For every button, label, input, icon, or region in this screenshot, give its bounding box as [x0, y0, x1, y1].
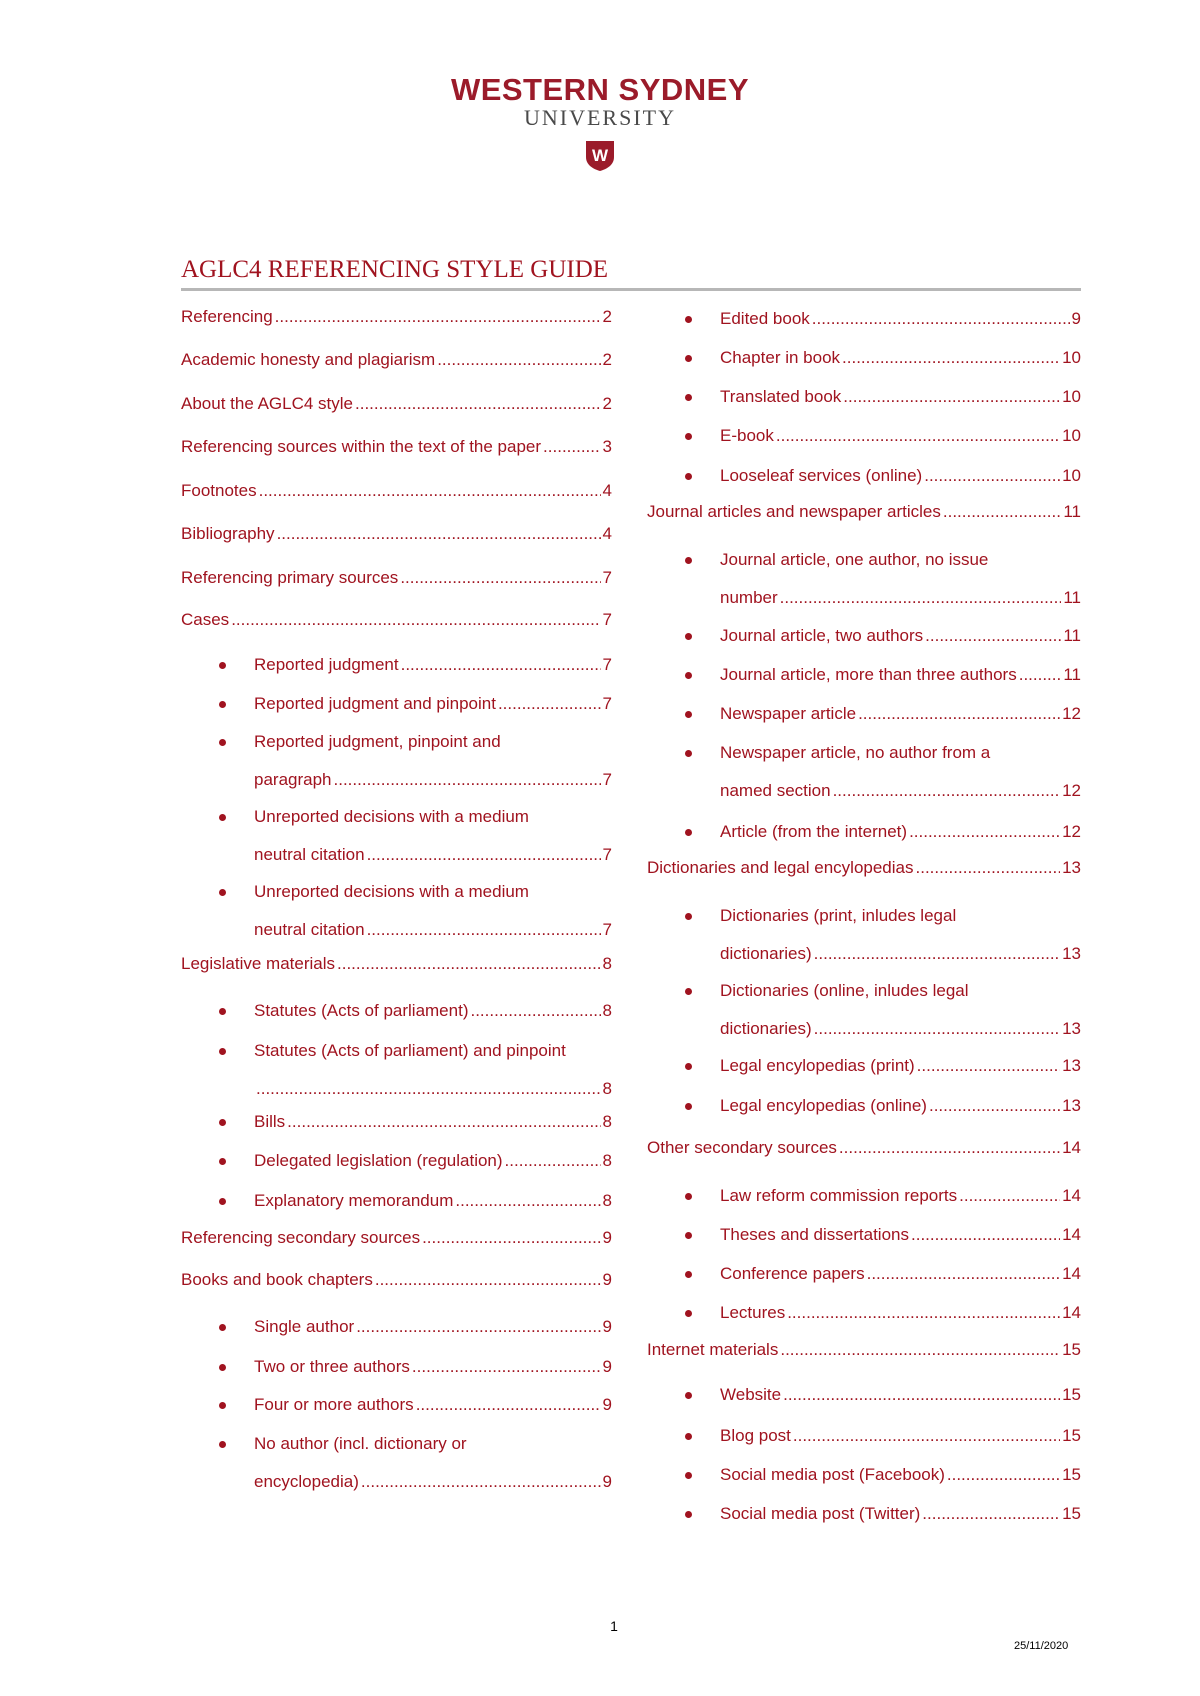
toc-entry-label-line1: Journal article, one author, no issue	[720, 550, 989, 569]
bullet-icon	[685, 1103, 692, 1110]
toc-entry[interactable]	[647, 821, 1081, 842]
dot-leader	[922, 1503, 1060, 1524]
toc-page-number: 9	[602, 1317, 612, 1336]
bullet-icon	[685, 1511, 692, 1518]
dot-leader	[498, 693, 601, 714]
toc-entry[interactable]	[181, 654, 612, 675]
toc-entry[interactable]	[181, 731, 612, 790]
dot-leader	[943, 501, 1061, 522]
toc-page-number: 14	[1062, 1225, 1081, 1244]
toc-page-number: 11	[1063, 626, 1081, 645]
dot-leader	[924, 465, 1060, 486]
page-number: 1	[610, 1618, 618, 1634]
bullet-icon	[219, 739, 226, 746]
dot-leader	[959, 1185, 1060, 1206]
toc-page-number: 12	[1062, 704, 1081, 723]
toc-entry[interactable]	[647, 501, 1081, 522]
dot-leader	[783, 1384, 1060, 1405]
toc-page-number: 8	[602, 1079, 612, 1098]
toc-page-number: 10	[1062, 426, 1081, 445]
bullet-icon	[685, 1063, 692, 1070]
toc-page-number: 2	[602, 350, 612, 369]
bullet-icon	[219, 701, 226, 708]
toc-entry[interactable]	[181, 609, 612, 630]
toc-entry-label: Journal articles and newspaper articles	[647, 502, 941, 521]
toc-entry-label: Bibliography	[181, 524, 275, 543]
toc-entry-label: encyclopedia)	[254, 1472, 359, 1491]
toc-entry-label: Other secondary sources	[647, 1138, 837, 1157]
toc-entry-label-line1: Dictionaries (online, inludes legal	[720, 981, 969, 1000]
bullet-icon	[219, 1402, 226, 1409]
toc-page-number: 2	[602, 307, 612, 326]
toc-entry[interactable]	[647, 905, 1081, 964]
dot-leader	[776, 425, 1060, 446]
dot-leader	[422, 1227, 600, 1248]
toc-entry[interactable]	[181, 567, 612, 588]
toc-entry[interactable]	[181, 436, 612, 457]
toc-entry-label: Bills	[254, 1112, 286, 1131]
university-logo	[0, 74, 1200, 177]
toc-page-number: 9	[1071, 309, 1081, 328]
dot-leader	[337, 953, 601, 974]
footer-date: 25/11/2020	[1014, 1640, 1069, 1652]
toc-entry[interactable]	[181, 1150, 612, 1171]
dot-leader	[401, 654, 601, 675]
dot-leader	[929, 1095, 1060, 1116]
svg-text:W: W	[591, 146, 609, 165]
toc-entry[interactable]	[181, 523, 612, 544]
logo-wordmark-line1: WESTERN SYDNEY	[450, 72, 750, 107]
dot-leader	[839, 1137, 1060, 1158]
toc-entry[interactable]	[647, 1503, 1081, 1524]
toc-entry-label-line1: No author (incl. dictionary or	[254, 1434, 467, 1453]
toc-entry[interactable]	[647, 1185, 1081, 1206]
toc-entry[interactable]	[181, 1040, 612, 1099]
bullet-icon	[685, 1193, 692, 1200]
toc-page-number: 7	[602, 694, 612, 713]
toc-entry[interactable]	[181, 393, 612, 414]
toc-entry[interactable]	[647, 347, 1081, 368]
dot-leader	[947, 1464, 1060, 1485]
dot-leader	[911, 1224, 1060, 1245]
dot-leader	[259, 480, 601, 501]
toc-entry[interactable]	[647, 857, 1081, 878]
bullet-icon	[219, 814, 226, 821]
toc-page-number: 7	[602, 610, 612, 629]
toc-entry-label: Legislative materials	[181, 954, 336, 973]
toc-entry-label: dictionaries)	[720, 1019, 812, 1038]
dot-leader	[361, 1471, 601, 1492]
bullet-icon	[685, 913, 692, 920]
bullet-icon	[685, 633, 692, 640]
toc-page-number: 10	[1062, 387, 1081, 406]
dot-leader	[858, 703, 1060, 724]
toc-page-number: 8	[602, 1191, 612, 1210]
toc-entry[interactable]	[647, 625, 1081, 646]
dot-leader	[917, 1055, 1060, 1076]
document-title: AGLC4 REFERENCING STYLE GUIDE	[181, 256, 609, 283]
toc-entry[interactable]	[647, 1425, 1081, 1446]
toc-page-number: 9	[602, 1395, 612, 1414]
toc-entry-label: Two or three authors	[254, 1357, 410, 1376]
dot-leader	[780, 1339, 1060, 1360]
toc-entry[interactable]	[181, 953, 612, 974]
toc-entry[interactable]	[181, 693, 612, 714]
toc-entry[interactable]	[181, 349, 612, 370]
toc-entry[interactable]	[647, 664, 1081, 685]
dot-leader	[437, 349, 600, 370]
dot-leader	[916, 857, 1061, 878]
toc-page-number: 9	[602, 1357, 612, 1376]
toc-entry-label: Blog post	[720, 1426, 791, 1445]
dot-leader	[505, 1150, 601, 1171]
toc-entry-label: Conference papers	[720, 1264, 865, 1283]
toc-page-number: 2	[602, 394, 612, 413]
toc-entry-label: Legal encylopedias (print)	[720, 1056, 915, 1075]
toc-page-number: 14	[1062, 1186, 1081, 1205]
dot-leader	[400, 567, 600, 588]
toc-page-number: 12	[1062, 781, 1081, 800]
bullet-icon	[685, 672, 692, 679]
toc-entry[interactable]	[181, 306, 612, 327]
toc-page-number: 9	[602, 1472, 612, 1491]
toc-page-number: 9	[602, 1228, 612, 1247]
bullet-icon	[685, 988, 692, 995]
dot-leader	[334, 769, 601, 790]
bullet-icon	[219, 1119, 226, 1126]
dot-leader	[812, 308, 1070, 329]
toc-page-number: 3	[602, 437, 612, 456]
dot-leader	[256, 1078, 601, 1099]
toc-entry-label: neutral citation	[254, 920, 365, 939]
toc-entry[interactable]	[647, 742, 1081, 801]
toc-entry[interactable]	[647, 1339, 1081, 1360]
toc-entry-label: Edited book	[720, 309, 810, 328]
toc-entry[interactable]	[181, 1190, 612, 1211]
toc-entry-label-line1: Newspaper article, no author from a	[720, 743, 991, 762]
toc-entry-label: About the AGLC4 style	[181, 394, 353, 413]
bullet-icon	[219, 1441, 226, 1448]
bullet-icon	[685, 1310, 692, 1317]
dot-leader	[277, 523, 601, 544]
bullet-icon	[685, 1271, 692, 1278]
bullet-icon	[219, 662, 226, 669]
toc-page-number: 14	[1062, 1264, 1081, 1283]
toc-entry-label: Dictionaries and legal encylopedias	[647, 858, 914, 877]
toc-entry-label: Referencing sources within the text of the paper	[181, 437, 542, 456]
toc-page-number: 11	[1063, 502, 1081, 521]
toc-page-number: 7	[602, 770, 612, 789]
toc-page-number: 8	[602, 1151, 612, 1170]
toc-entry[interactable]	[647, 1302, 1081, 1323]
toc-entry[interactable]	[181, 1433, 612, 1492]
toc-entry[interactable]	[647, 386, 1081, 407]
toc-page-number: 10	[1062, 466, 1081, 485]
bullet-icon	[685, 557, 692, 564]
toc-entry-label: neutral citation	[254, 845, 365, 864]
toc-entry[interactable]	[181, 806, 612, 865]
toc-entry-label: Chapter in book	[720, 348, 841, 367]
toc-entry-label: E-book	[720, 426, 774, 445]
toc-entry[interactable]	[181, 1356, 612, 1377]
bullet-icon	[685, 1232, 692, 1239]
toc-entry-label: Newspaper article	[720, 704, 857, 723]
toc-entry-label-line1: Unreported decisions with a medium	[254, 882, 529, 901]
toc-entry-label: Reported judgment	[254, 655, 399, 674]
bullet-icon	[219, 1198, 226, 1205]
bullet-icon	[685, 433, 692, 440]
toc-page-number: 7	[602, 655, 612, 674]
bullet-icon	[219, 1048, 226, 1055]
bullet-icon	[685, 1472, 692, 1479]
dot-leader	[814, 1018, 1060, 1039]
bullet-icon	[685, 750, 692, 757]
bullet-icon	[685, 829, 692, 836]
toc-entry[interactable]	[647, 980, 1081, 1039]
bullet-icon	[685, 473, 692, 480]
toc-entry[interactable]	[647, 1384, 1081, 1405]
dot-leader	[412, 1356, 601, 1377]
toc-entry[interactable]	[181, 1316, 612, 1337]
toc-entry-label: Internet materials	[647, 1340, 779, 1359]
toc-entry-label: Explanatory memorandum	[254, 1191, 454, 1210]
toc-entry[interactable]	[647, 425, 1081, 446]
toc-entry-label: Referencing secondary sources	[181, 1228, 421, 1247]
toc-page-number: 13	[1062, 858, 1081, 877]
dot-leader	[367, 919, 601, 940]
toc-entry[interactable]	[647, 1095, 1081, 1116]
toc-page-number: 8	[602, 1001, 612, 1020]
toc-entry-label: number	[720, 588, 778, 607]
toc-page-number: 13	[1062, 944, 1081, 963]
dot-leader	[787, 1302, 1060, 1323]
toc-page-number: 4	[602, 524, 612, 543]
bullet-icon	[219, 1324, 226, 1331]
dot-leader	[909, 821, 1060, 842]
dot-leader	[842, 347, 1060, 368]
dot-leader	[833, 780, 1061, 801]
toc-entry-label: dictionaries)	[720, 944, 812, 963]
toc-entry-label: Lectures	[720, 1303, 786, 1322]
dot-leader	[793, 1425, 1060, 1446]
logo-wordmark-line2: UNIVERSITY	[524, 105, 676, 130]
dot-leader	[780, 587, 1062, 608]
toc-entry-label: Books and book chapters	[181, 1270, 373, 1289]
toc-page-number: 8	[602, 1112, 612, 1131]
bullet-icon	[685, 711, 692, 718]
shield-icon	[0, 140, 1200, 177]
toc-entry-label: Legal encylopedias (online)	[720, 1096, 927, 1115]
bullet-icon	[219, 1158, 226, 1165]
toc-entry-label: Statutes (Acts of parliament)	[254, 1001, 469, 1020]
toc-entry[interactable]	[181, 1000, 612, 1021]
bullet-icon	[685, 355, 692, 362]
toc-entry-label: paragraph	[254, 770, 332, 789]
toc-entry-label: Four or more authors	[254, 1395, 414, 1414]
dot-leader	[925, 625, 1061, 646]
dot-leader	[1019, 664, 1062, 685]
toc-page-number: 7	[602, 568, 612, 587]
toc-entry-label: Single author	[254, 1317, 355, 1336]
toc-entry-label: Referencing	[181, 307, 273, 326]
toc-entry[interactable]	[647, 1055, 1081, 1076]
dot-leader	[455, 1190, 600, 1211]
toc-entry[interactable]	[181, 881, 612, 940]
dot-leader	[416, 1394, 601, 1415]
toc-entry-label: Social media post (Twitter)	[720, 1504, 921, 1523]
toc-page-number: 15	[1062, 1385, 1081, 1404]
toc-entry-label: Translated book	[720, 387, 842, 406]
toc-entry[interactable]	[647, 308, 1081, 329]
bullet-icon	[685, 1433, 692, 1440]
toc-entry[interactable]	[181, 1269, 612, 1290]
toc-page-number: 14	[1062, 1303, 1081, 1322]
toc-entry-label: Law reform commission reports	[720, 1186, 958, 1205]
toc-entry[interactable]	[181, 1227, 612, 1248]
toc-page-number: 15	[1062, 1426, 1081, 1445]
bullet-icon	[685, 394, 692, 401]
toc-entry-label: Journal article, more than three authors	[720, 665, 1017, 684]
dot-leader	[814, 943, 1060, 964]
toc-entry[interactable]	[181, 1394, 612, 1415]
dot-leader	[843, 386, 1060, 407]
toc-entry-label: Website	[720, 1385, 782, 1404]
toc-page-number: 13	[1062, 1056, 1081, 1075]
toc-entry[interactable]	[647, 1137, 1081, 1158]
toc-entry[interactable]	[647, 1263, 1081, 1284]
toc-page-number: 7	[602, 845, 612, 864]
toc-entry[interactable]	[647, 1224, 1081, 1245]
toc-entry-label: Theses and dissertations	[720, 1225, 909, 1244]
toc-page-number: 8	[602, 954, 612, 973]
toc-page-number: 7	[602, 920, 612, 939]
toc-page-number: 12	[1062, 822, 1081, 841]
toc-entry-label: Cases	[181, 610, 230, 629]
toc-page-number: 13	[1062, 1096, 1081, 1115]
toc-entry-label: named section	[720, 781, 831, 800]
toc-entry-label: Referencing primary sources	[181, 568, 399, 587]
toc-page-number: 11	[1063, 588, 1081, 607]
toc-entry[interactable]	[647, 465, 1081, 486]
toc-page-number: 11	[1063, 665, 1081, 684]
bullet-icon	[219, 889, 226, 896]
toc-page-number: 14	[1062, 1138, 1081, 1157]
toc-entry[interactable]	[647, 703, 1081, 724]
bullet-icon	[219, 1364, 226, 1371]
dot-leader	[543, 436, 600, 457]
dot-leader	[367, 844, 601, 865]
toc-entry-label: Article (from the internet)	[720, 822, 908, 841]
dot-leader	[375, 1269, 601, 1290]
toc-entry[interactable]	[647, 1464, 1081, 1485]
toc-page-number: 15	[1062, 1504, 1081, 1523]
title-divider	[181, 288, 1081, 291]
toc-page-number: 13	[1062, 1019, 1081, 1038]
toc-page-number: 15	[1062, 1340, 1081, 1359]
dot-leader	[356, 1316, 600, 1337]
toc-entry-label: Social media post (Facebook)	[720, 1465, 945, 1484]
toc-entry-label: Academic honesty and plagiarism	[181, 350, 436, 369]
toc-entry-label-line1: Unreported decisions with a medium	[254, 807, 529, 826]
toc-entry-label: Delegated legislation (regulation)	[254, 1151, 503, 1170]
toc-entry-label-line1: Reported judgment, pinpoint and	[254, 732, 501, 751]
toc-entry[interactable]	[181, 1111, 612, 1132]
dot-leader	[275, 306, 601, 327]
toc-entry-label-line1: Statutes (Acts of parliament) and pinpoint	[254, 1041, 566, 1060]
bullet-icon	[685, 1392, 692, 1399]
dot-leader	[470, 1000, 600, 1021]
toc-entry[interactable]	[647, 549, 1081, 608]
dot-leader	[287, 1111, 600, 1132]
toc-entry-label-line1: Dictionaries (print, inludes legal	[720, 906, 957, 925]
dot-leader	[867, 1263, 1060, 1284]
bullet-icon	[685, 316, 692, 323]
toc-page-number: 4	[602, 481, 612, 500]
toc-page-number: 15	[1062, 1465, 1081, 1484]
dot-leader	[355, 393, 601, 414]
bullet-icon	[219, 1008, 226, 1015]
toc-page-number: 9	[602, 1270, 612, 1289]
toc-entry[interactable]	[181, 480, 612, 501]
dot-leader	[231, 609, 600, 630]
toc-page-number: 10	[1062, 348, 1081, 367]
toc-entry-label: Looseleaf services (online)	[720, 466, 923, 485]
toc-entry-label: Footnotes	[181, 481, 257, 500]
toc-entry-label: Reported judgment and pinpoint	[254, 694, 496, 713]
toc-entry-label: Journal article, two authors	[720, 626, 924, 645]
